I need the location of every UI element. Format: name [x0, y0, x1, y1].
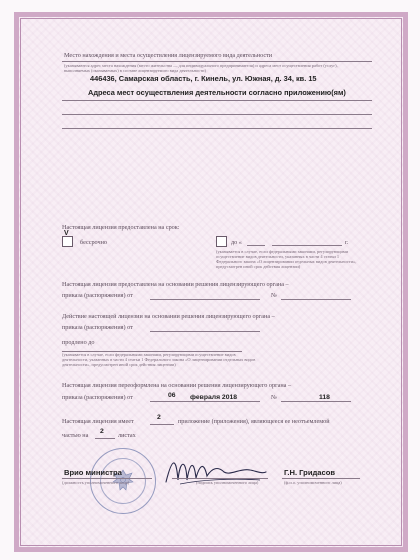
appendix-sheets-line	[95, 438, 115, 439]
location-hint-1: (указываются адрес места нахождения (место жительства — для индивидуального предпринимателя) и адреса мест осуществления работ (услуг),	[64, 63, 338, 68]
extended-date-blank	[150, 331, 260, 332]
position-line	[62, 478, 152, 479]
reissued-month-year: февраля 2018	[190, 394, 238, 401]
reissued-number-line	[281, 401, 351, 402]
granted-number-blank	[281, 299, 351, 300]
granted-order-label: приказа (распоряжения) от	[62, 292, 133, 299]
extended-label: Действие настоящей лицензии на основании решения лицензирующего органа –	[62, 313, 275, 320]
reissued-day: 06	[168, 392, 176, 399]
reissued-date-line	[150, 401, 260, 402]
signature-hint: (подпись уполномоченного лица)	[196, 480, 259, 485]
name-hint: (ф.и.о. уполномоченного лица)	[284, 480, 342, 485]
signer-position: Врио министра	[64, 468, 122, 477]
term-label: Настоящая лицензия предоставлена на срок:	[62, 224, 180, 231]
term-until-label: до «	[231, 239, 242, 246]
indefinite-checkbox	[62, 236, 73, 247]
appendix-text-1: Настоящая лицензия имеет	[62, 418, 134, 425]
signature-line	[172, 478, 268, 479]
blank-line-1	[62, 114, 372, 115]
reissued-number: 118	[319, 394, 330, 401]
blank-line-2	[62, 128, 372, 129]
granted-label: Настоящая лицензия предоставлена на основании решения лицензирующего органа –	[62, 281, 289, 288]
appendix-count: 2	[157, 414, 161, 421]
appendix-text-3: частью на	[62, 432, 89, 439]
granted-number-sign: №	[271, 292, 277, 299]
location-hint-2: выполняемых (оказываемых) в составе лицензируемого вида деятельности)	[64, 68, 206, 73]
term-year-suffix: г.	[345, 239, 349, 246]
granted-date-blank	[150, 299, 260, 300]
license-address: 446436, Самарская область, г. Кинель, ул. Южная, д. 34, кв. 15	[90, 74, 317, 83]
extended-hint: (указывается в случае, если федеральными законами, регулирующими осуществление видов деятельности, указанных в части 4 статьи 1 Федерального закона «О лицензировании отдельных видов деятельности», предусмотрен иной срок действия лицензии)	[62, 352, 256, 367]
places-underline	[62, 100, 372, 101]
extended-order-label: приказа (распоряжения) от	[62, 324, 133, 331]
appendix-count-line	[150, 424, 174, 425]
activity-places: Адреса мест осуществления деятельности согласно приложению(ям)	[88, 88, 346, 97]
appendix-sheets: 2	[100, 428, 104, 435]
term-hint: (указывается в случае, если федеральными законами, регулирующими осуществление видов деятельности, указанных в части 4 статьи 1 Федерального закона «О лицензировании отдельных видов деятельности», предусмотрен иной срок действия лицензии)	[216, 249, 357, 269]
appendix-text-4: листах	[118, 432, 136, 439]
location-underline	[62, 61, 372, 62]
position-hint: (должность уполномоченного лица)	[62, 480, 130, 485]
term-month-blank	[272, 245, 342, 246]
indefinite-check-mark: V	[64, 230, 69, 237]
location-label: Место нахождения и места осуществления лицензируемого вида деятельности	[64, 52, 273, 59]
appendix-text-2: приложение (приложения), являющееся ее неотъемлемой	[178, 418, 330, 425]
term-until-checkbox	[216, 236, 227, 247]
name-line	[282, 478, 360, 479]
signer-name: Г.Н. Гридасов	[284, 468, 336, 477]
extended-until-label: продлено до	[62, 339, 95, 346]
reissued-number-sign: №	[271, 394, 277, 401]
reissued-label: Настоящая лицензия переоформлена на основании решения лицензирующего органа –	[62, 382, 292, 389]
term-day-blank	[247, 245, 265, 246]
reissued-order-label: приказа (распоряжения) от	[62, 394, 133, 401]
indefinite-label: бессрочно	[80, 239, 108, 246]
